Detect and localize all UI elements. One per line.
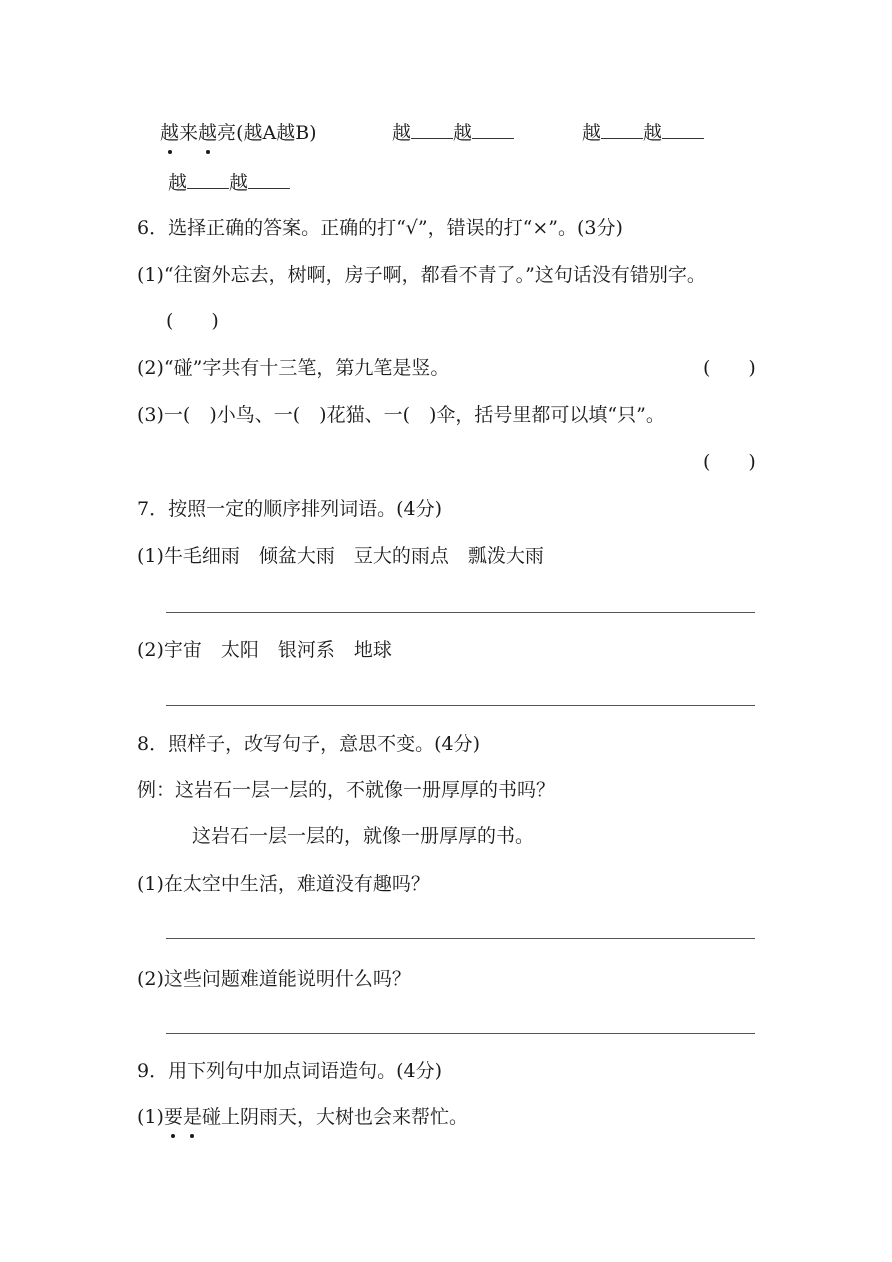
example-pattern: (越A越B) (236, 122, 317, 144)
q6-title: 6．选择正确的答案。正确的打“√”，错误的打“×”。(3分) (137, 217, 623, 239)
q7-item-2: (2)宇宙 太阳 银河系 地球 (137, 639, 392, 661)
q7-title: 7．按照一定的顺序排列词语。(4分) (137, 498, 443, 520)
q9-item-1: (1)要是碰上阴雨天，大树也会来帮忙。 (137, 1106, 468, 1128)
q8-item-2-answer-line[interactable] (166, 1033, 755, 1034)
q8-title: 8．照样子，改写句子，意思不变。(4分) (137, 733, 481, 755)
q7-item-1: (1)牛毛细雨 倾盆大雨 豆大的雨点 瓢泼大雨 (137, 545, 544, 567)
q7-item-1-answer-line[interactable] (166, 612, 755, 613)
q8-example-line-1: 例：这岩石一层一层的，不就像一册厚厚的书吗？ (137, 779, 556, 801)
dotted-char: 越 (198, 122, 218, 144)
q9-title: 9．用下列句中加点词语造句。(4分) (137, 1060, 443, 1082)
answer-blank[interactable] (248, 170, 290, 189)
answer-blank[interactable] (472, 120, 514, 139)
q7-item-2-answer-line[interactable] (166, 705, 755, 706)
answer-blank[interactable] (601, 120, 643, 139)
answer-blank[interactable] (187, 170, 229, 189)
q5-blank-2[interactable]: 越 越 (582, 120, 704, 146)
example-char: 亮 (217, 122, 237, 144)
q5-blank-1[interactable]: 越 越 (392, 120, 514, 146)
q6-item-3-answer[interactable]: ( ) (703, 451, 756, 473)
q6-item-1: (1)“往窗外忘去，树啊，房子啊，都看不青了。”这句话没有错别字。 (137, 264, 706, 286)
q8-example-line-2: 这岩石一层一层的，就像一册厚厚的书。 (192, 825, 535, 847)
q5-example-row (160, 120, 317, 146)
q8-item-2: (2)这些问题难道能说明什么吗？ (137, 968, 411, 990)
q8-item-1-answer-line[interactable] (166, 938, 755, 939)
q8-item-1: (1)在太空中生活，难道没有趣吗？ (137, 873, 430, 895)
dotted-char: 越 (160, 122, 180, 144)
answer-blank[interactable] (662, 120, 704, 139)
answer-blank[interactable] (411, 120, 453, 139)
q6-item-3: (3)一( )小鸟、一( )花猫、一( )伞，括号里都可以填“只”。 (137, 404, 665, 426)
q6-item-2: (2)“碰”字共有十三笔，第九笔是竖。 (137, 357, 450, 379)
dotted-char: 要 (163, 1106, 183, 1128)
example-char: 来 (179, 122, 199, 144)
q6-item-1-answer[interactable]: ( ) (166, 310, 219, 332)
q5-blank-3[interactable]: 越 越 (168, 170, 290, 196)
q6-item-2-answer[interactable]: ( ) (703, 357, 756, 379)
dotted-char: 是 (182, 1106, 202, 1128)
